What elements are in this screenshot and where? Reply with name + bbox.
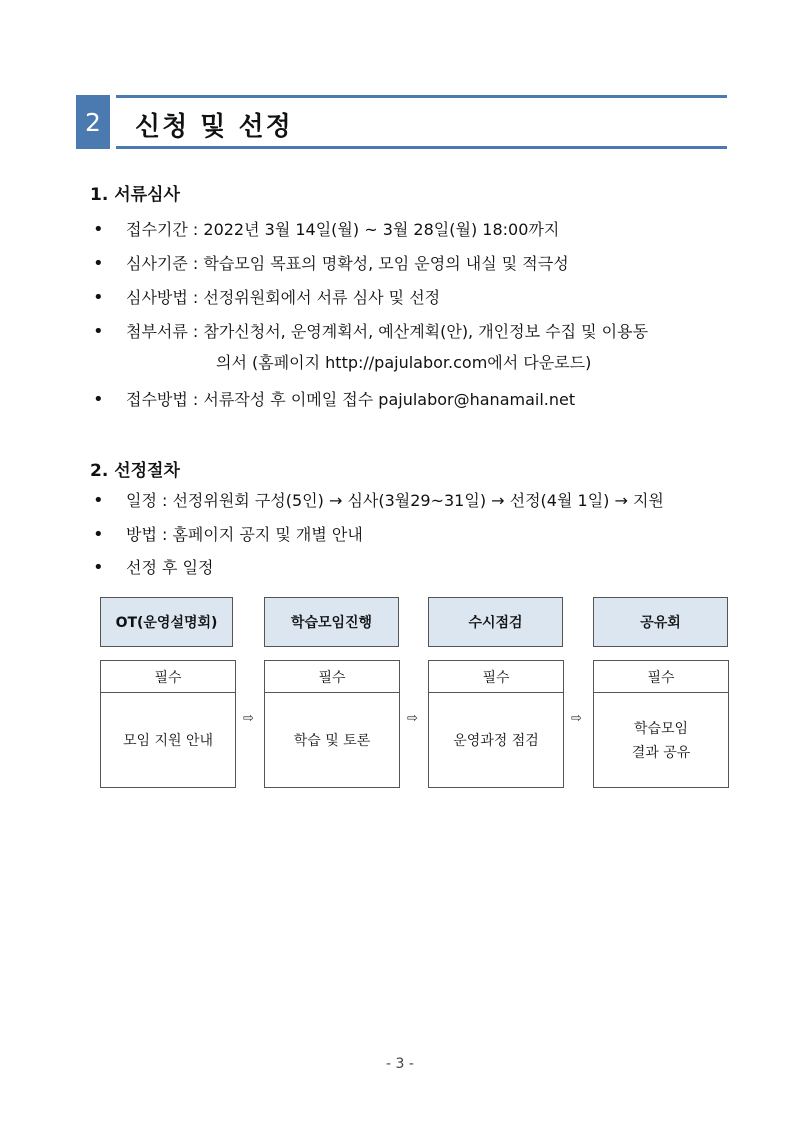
flow-step-description — [265, 693, 399, 788]
flow-step-description — [101, 693, 235, 788]
bullet-icon: • — [93, 321, 104, 342]
flow-step-required: 필수 — [429, 661, 563, 693]
flow-step-description-line: 결과 공유 — [631, 744, 691, 761]
header-bottom-rule — [116, 146, 727, 149]
flow-arrow-icon: ⇨ — [407, 711, 418, 726]
list-item-text: 선정 후 일정 — [126, 558, 214, 577]
flow-step-required: 필수 — [101, 661, 235, 693]
bullet-icon: • — [93, 490, 104, 511]
list-item-text: 접수방법 : 서류작성 후 이메일 접수 pajulabor@hanamail.net — [126, 390, 576, 409]
subsection-title-document-review: 1. 서류심사 — [90, 185, 180, 205]
flow-step-description-line: 학습 및 토론 — [293, 732, 371, 749]
flow-step-description-line: 운영과정 점검 — [453, 732, 539, 749]
flow-step-header: 수시점검 — [428, 597, 563, 647]
flow-arrow-icon: ⇨ — [243, 711, 254, 726]
list-item-text: 첨부서류 : 참가신청서, 운영계획서, 예산계획(안), 개인정보 수집 및 이용동 — [126, 322, 649, 341]
flow-step-description-line: 모임 지원 안내 — [122, 732, 214, 749]
page-number: - 3 - — [386, 1056, 414, 1072]
list-item-text: 방법 : 홈페이지 공지 및 개별 안내 — [126, 525, 363, 544]
bullet-icon: • — [93, 287, 104, 308]
flow-step-required: 필수 — [594, 661, 728, 693]
bullet-icon: • — [93, 253, 104, 274]
bullet-icon: • — [93, 389, 104, 410]
header-top-rule — [116, 95, 727, 98]
list-item-text: 접수기간 : 2022년 3월 14일(월) ~ 3월 28일(월) 18:00까지 — [126, 220, 560, 239]
flow-step-description — [594, 693, 728, 788]
bullet-icon: • — [93, 557, 104, 578]
flow-step-header: OT(운영설명회) — [100, 597, 233, 647]
section-header — [76, 95, 727, 149]
list-item-text: 일정 : 선정위원회 구성(5인) → 심사(3월29~31일) → 선정(4월 1일) → 지원 — [126, 491, 664, 510]
flow-arrow-icon: ⇨ — [571, 711, 582, 726]
bullet-icon: • — [93, 524, 104, 545]
bullet-icon: • — [93, 219, 104, 240]
flow-step-header: 공유회 — [593, 597, 728, 647]
section-number-badge: 2 — [76, 95, 110, 149]
subsection-title-selection-procedure: 2. 선정절차 — [90, 461, 180, 481]
list-item-text: 심사기준 : 학습모임 목표의 명확성, 모임 운영의 내실 및 적극성 — [126, 254, 569, 273]
flow-step-box — [428, 660, 564, 788]
flow-step-required: 필수 — [265, 661, 399, 693]
flow-step-box — [593, 660, 729, 788]
section-title: 신청 및 선정 — [135, 112, 293, 142]
flow-step-description-line: 학습모임 — [633, 720, 689, 737]
list-item-continuation: 의서 (홈페이지 http://pajulabor.com에서 다운로드) — [216, 353, 592, 372]
flow-step-box — [264, 660, 400, 788]
flow-step-header: 학습모임진행 — [264, 597, 399, 647]
flow-step-box — [100, 660, 236, 788]
list-item-text: 심사방법 : 선정위원회에서 서류 심사 및 선정 — [126, 288, 441, 307]
flow-step-description — [429, 693, 563, 788]
